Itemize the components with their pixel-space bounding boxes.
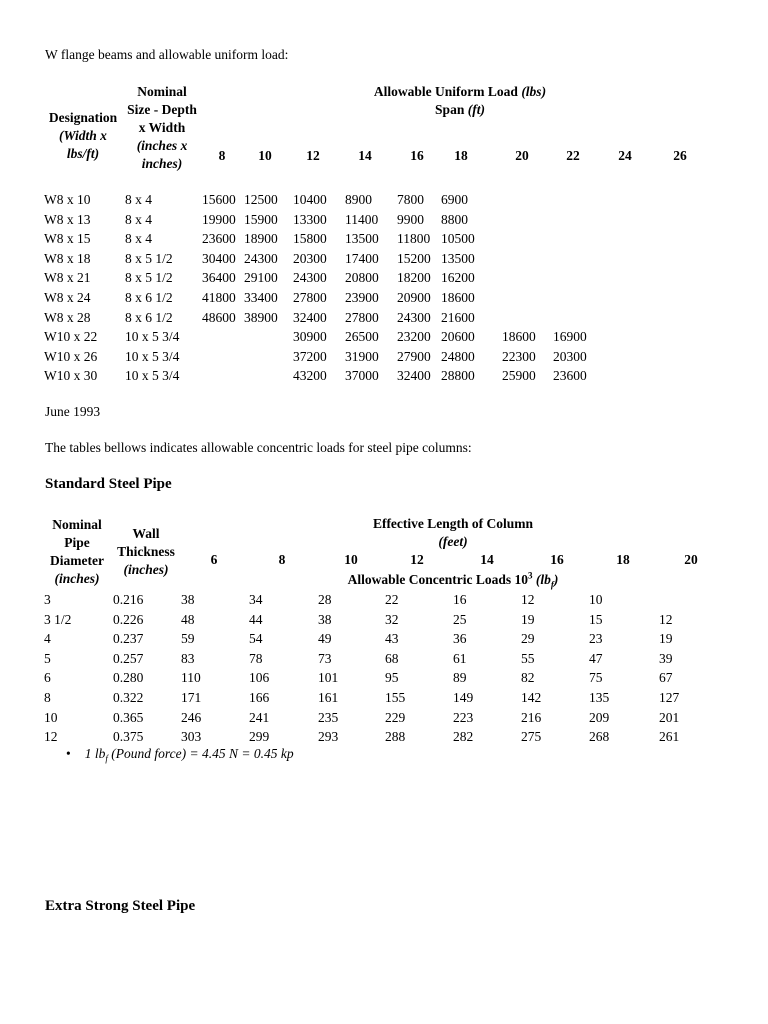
pipe-row-diameter: 10 (44, 709, 58, 725)
pipe-row-value: 161 (318, 690, 339, 705)
pipe-row-value: 106 (249, 670, 270, 686)
pipe-row-wall: 0.322 (113, 690, 144, 705)
beam-span-header: 22 (566, 148, 580, 163)
beam-span-header: 14 (358, 148, 372, 163)
beam-header-size (125, 83, 199, 173)
pipe-header-loads-unit-sub: f (550, 579, 554, 590)
pipe-header-length-unit: (feet) (438, 534, 468, 549)
pipe-row-value: 12 (659, 611, 673, 627)
pipe-row-value: 82 (521, 670, 535, 686)
beam-span-header: 8 (218, 148, 226, 163)
pipe-header-diameter (40, 516, 114, 588)
beam-row-size: 8 x 5 1/2 (125, 270, 173, 286)
date-text: June 1993 (45, 404, 101, 419)
pipe-row-wall: 0.216 (113, 592, 144, 607)
beam-row-value: 27900 (397, 348, 431, 364)
pipe-length-header: 10 (344, 552, 358, 567)
beam-row-designation: W8 x 15 (44, 231, 91, 247)
pipe-row-value: 29 (521, 631, 535, 647)
beam-row-value: 13500 (441, 250, 475, 266)
pipe-row-value: 135 (589, 690, 610, 705)
pipe-row-value: 110 (181, 670, 201, 686)
pipe-length-header: 12 (410, 552, 424, 567)
beam-row-size: 8 x 5 1/2 (125, 250, 173, 266)
pipe-row-value: 23 (589, 631, 603, 647)
beam-span-header: 24 (618, 148, 632, 163)
pipe-row-value: 25 (453, 611, 467, 627)
beam-row-value: 19900 (202, 211, 236, 227)
beam-header-designation-unit: (Width x lbs/ft) (59, 128, 107, 161)
pipe-row-diameter: 12 (44, 729, 58, 745)
pipe-row-value: 209 (589, 709, 610, 725)
beam-header-load (300, 83, 620, 119)
note-pre: 1 lb (84, 746, 106, 761)
pipe-row-diameter: 3 (44, 592, 51, 607)
pipe-header-length (303, 515, 603, 551)
pipe-row-value: 12 (521, 592, 535, 607)
beam-span-header: 20 (515, 148, 529, 163)
pipe-row-value: 55 (521, 650, 535, 666)
pipe-row-value: 73 (318, 650, 332, 666)
beam-row-size: 8 x 4 (125, 192, 152, 207)
beam-row-value: 10400 (293, 192, 327, 207)
pipe-row-value: 67 (659, 670, 673, 686)
pipe-row-value: 28 (318, 592, 332, 607)
beam-row-value: 26500 (345, 329, 379, 345)
extra-strong-pipe-title: Extra Strong Steel Pipe (45, 898, 196, 914)
beam-row-size: 8 x 6 1/2 (125, 290, 173, 305)
beam-row-value: 37200 (293, 348, 327, 364)
pipe-row-diameter: 3 1/2 (44, 611, 72, 627)
pipe-row-value: 303 (181, 729, 202, 745)
beam-span-header: 10 (258, 148, 272, 163)
pipe-row-value: 22 (385, 592, 399, 607)
beam-row-value: 18600 (441, 290, 475, 305)
pipe-row-value: 36 (453, 631, 467, 647)
pipe-row-value: 229 (385, 709, 406, 725)
beam-row-size: 10 x 5 3/4 (125, 368, 180, 384)
beam-header-size-unit: (inches x inches) (136, 138, 188, 171)
pipe-header-loads-unit-close: ) (553, 572, 559, 587)
beam-row-value: 21600 (441, 309, 475, 325)
beam-row-value: 8900 (345, 192, 372, 207)
beam-row-value: 16200 (441, 270, 475, 286)
beam-row-designation: W10 x 30 (44, 368, 98, 384)
pipe-header-loads-label: Allowable Concentric Loads 10 (347, 572, 528, 587)
beam-header-span-unit: (ft) (467, 102, 485, 117)
pipe-row-value: 32 (385, 611, 399, 627)
beam-row-value: 33400 (244, 290, 278, 305)
beam-row-value: 24300 (244, 250, 278, 266)
beam-span-header: 18 (454, 148, 468, 163)
pipe-header-wall-label: Wall Thickness (117, 526, 175, 559)
note-post: (Pound force) = 4.45 N = 0.45 kp (107, 746, 294, 761)
beam-row-value: 13300 (293, 211, 327, 227)
beam-row-value: 38900 (244, 309, 278, 325)
pipe-row-value: 216 (521, 709, 542, 725)
beam-row-value: 30900 (293, 329, 327, 345)
pipe-row-value: 68 (385, 650, 399, 666)
pipe-row-value: 61 (453, 650, 467, 666)
beam-row-value: 24800 (441, 348, 475, 364)
beam-row-value: 20900 (397, 290, 431, 305)
pipe-header-loads-exp: 3 (528, 570, 533, 581)
pipe-row-value: 19 (659, 631, 673, 647)
pipe-row-value: 288 (385, 729, 406, 745)
pipe-length-header: 16 (550, 552, 564, 567)
pipe-row-wall: 0.226 (113, 611, 144, 627)
beam-row-value: 16900 (553, 329, 587, 345)
pipe-row-value: 15 (589, 611, 603, 627)
note-item (66, 746, 294, 762)
pipe-row-value: 235 (318, 709, 339, 725)
beam-row-designation: W8 x 28 (44, 309, 91, 325)
standard-pipe-title: Standard Steel Pipe (45, 476, 172, 492)
beam-row-size: 8 x 6 1/2 (125, 309, 173, 325)
pipe-row-value: 142 (521, 690, 542, 705)
pipe-row-diameter: 6 (44, 670, 51, 686)
pipe-row-value: 246 (181, 709, 202, 725)
beam-row-value: 23600 (202, 231, 236, 247)
beam-row-designation: W8 x 24 (44, 290, 91, 305)
pipe-row-value: 19 (521, 611, 535, 627)
beam-row-value: 32400 (397, 368, 431, 384)
pipe-row-value: 34 (249, 592, 263, 607)
beam-row-size: 10 x 5 3/4 (125, 348, 180, 364)
pipe-row-value: 39 (659, 650, 673, 666)
beam-row-value: 9900 (397, 211, 424, 227)
pipe-row-value: 268 (589, 729, 610, 745)
beam-header-load-unit: (lbs) (521, 84, 547, 99)
pipe-row-wall: 0.375 (113, 729, 144, 745)
beam-row-designation: W8 x 18 (44, 250, 91, 266)
beam-row-designation: W10 x 26 (44, 348, 98, 364)
beam-row-value: 43200 (293, 368, 327, 384)
beam-row-value: 23600 (553, 368, 587, 384)
pipe-row-value: 59 (181, 631, 195, 647)
beam-header-load-label: Allowable Uniform Load (373, 84, 518, 99)
pipe-row-value: 38 (318, 611, 332, 627)
note-sub: f (105, 753, 108, 764)
pipe-row-value: 166 (249, 690, 270, 705)
beam-row-value: 28800 (441, 368, 475, 384)
beam-row-value: 12500 (244, 192, 278, 207)
beam-row-value: 31900 (345, 348, 379, 364)
pipe-header-diameter-unit: (inches) (54, 571, 100, 586)
beam-row-value: 32400 (293, 309, 327, 325)
beam-row-designation: W8 x 10 (44, 192, 91, 207)
beam-row-designation: W10 x 22 (44, 329, 98, 345)
beam-header-designation-label: Designation (48, 110, 118, 125)
pipe-row-value: 299 (249, 729, 270, 745)
pipe-row-value: 38 (181, 592, 195, 607)
pipe-row-value: 293 (318, 729, 339, 745)
pipe-length-header: 14 (480, 552, 494, 567)
beam-row-value: 6900 (441, 192, 468, 207)
beam-row-value: 36400 (202, 270, 236, 286)
beam-row-value: 30400 (202, 250, 236, 266)
pipe-row-wall: 0.280 (113, 670, 144, 686)
beam-row-value: 20300 (293, 250, 327, 266)
pipe-row-value: 44 (249, 611, 263, 627)
intro-text: W flange beams and allowable uniform load: (45, 47, 289, 62)
beam-row-value: 11800 (397, 231, 431, 247)
pipe-row-diameter: 4 (44, 631, 51, 647)
pipe-row-wall: 0.257 (113, 650, 144, 666)
beam-row-value: 23200 (397, 329, 431, 345)
pipe-row-value: 101 (318, 670, 339, 686)
pipe-row-wall: 0.237 (113, 631, 144, 647)
pipe-length-header: 6 (210, 552, 218, 567)
pipe-row-value: 89 (453, 670, 467, 686)
pipe-header-wall-unit: (inches) (123, 562, 169, 577)
beam-row-value: 20300 (553, 348, 587, 364)
beam-row-value: 23900 (345, 290, 379, 305)
beam-row-value: 7800 (397, 192, 424, 207)
pipe-row-value: 95 (385, 670, 399, 686)
beam-row-value: 22300 (502, 348, 536, 364)
beam-row-size: 8 x 4 (125, 211, 152, 227)
beam-row-value: 15800 (293, 231, 327, 247)
pipe-header-loads-unit: (lb (535, 572, 551, 587)
pipe-length-header: 8 (278, 552, 286, 567)
beam-row-value: 20600 (441, 329, 475, 345)
beam-row-designation: W8 x 21 (44, 270, 91, 286)
pipe-row-value: 48 (181, 611, 195, 627)
pipe-row-diameter: 5 (44, 650, 51, 666)
beam-row-value: 13500 (345, 231, 379, 247)
beam-header-size-label: Nominal Size - Depth x Width (127, 84, 197, 135)
beam-row-value: 18200 (397, 270, 431, 286)
pipe-header-loads (303, 571, 603, 589)
pipe-row-value: 223 (453, 709, 474, 725)
beam-row-value: 15900 (244, 211, 278, 227)
pipe-row-value: 47 (589, 650, 603, 666)
bullet-icon: • (66, 746, 71, 761)
columns-intro-text: The tables bellows indicates allowable concentric loads for steel pipe columns: (45, 440, 472, 455)
beam-header-span-label: Span (435, 102, 465, 117)
pipe-row-value: 43 (385, 631, 399, 647)
beam-row-size: 10 x 5 3/4 (125, 329, 180, 345)
pipe-row-value: 127 (659, 690, 680, 705)
pipe-header-wall (110, 525, 182, 579)
beam-row-size: 8 x 4 (125, 231, 152, 247)
beam-row-designation: W8 x 13 (44, 211, 91, 227)
pipe-row-value: 261 (659, 729, 680, 745)
beam-row-value: 15200 (397, 250, 431, 266)
beam-row-value: 37000 (345, 368, 379, 384)
beam-span-header: 26 (673, 148, 687, 163)
pipe-row-value: 171 (181, 690, 202, 705)
pipe-row-diameter: 8 (44, 690, 51, 705)
beam-row-value: 25900 (502, 368, 536, 384)
pipe-length-header: 20 (684, 552, 698, 567)
pipe-row-value: 83 (181, 650, 195, 666)
pipe-row-value: 155 (385, 690, 406, 705)
pipe-row-value: 149 (453, 690, 474, 705)
beam-row-value: 17400 (345, 250, 379, 266)
beam-span-header: 12 (306, 148, 320, 163)
pipe-row-value: 241 (249, 709, 270, 725)
beam-row-value: 27800 (345, 309, 379, 325)
beam-span-header: 16 (410, 148, 424, 163)
pipe-header-length-label: Effective Length of Column (372, 516, 534, 531)
beam-row-value: 24300 (397, 309, 431, 325)
beam-row-value: 11400 (345, 211, 379, 227)
pipe-row-value: 75 (589, 670, 603, 686)
pipe-row-value: 78 (249, 650, 263, 666)
beam-row-value: 15600 (202, 192, 236, 207)
pipe-row-value: 16 (453, 592, 467, 607)
pipe-row-wall: 0.365 (113, 709, 144, 725)
pipe-row-value: 275 (521, 729, 542, 745)
beam-row-value: 18600 (502, 329, 536, 345)
pipe-row-value: 54 (249, 631, 263, 647)
pipe-header-diameter-label: Nominal Pipe Diameter (50, 517, 104, 568)
beam-row-value: 24300 (293, 270, 327, 286)
beam-header-designation (36, 109, 130, 163)
pipe-row-value: 282 (453, 729, 474, 745)
beam-row-value: 10500 (441, 231, 475, 247)
beam-row-value: 29100 (244, 270, 278, 286)
beam-row-value: 20800 (345, 270, 379, 286)
pipe-length-header: 18 (616, 552, 630, 567)
beam-row-value: 8800 (441, 211, 468, 227)
beam-row-value: 41800 (202, 290, 236, 305)
pipe-row-value: 201 (659, 709, 680, 725)
pipe-row-value: 10 (589, 592, 603, 607)
beam-row-value: 48600 (202, 309, 236, 325)
beam-row-value: 27800 (293, 290, 327, 305)
beam-row-value: 18900 (244, 231, 278, 247)
pipe-row-value: 49 (318, 631, 332, 647)
